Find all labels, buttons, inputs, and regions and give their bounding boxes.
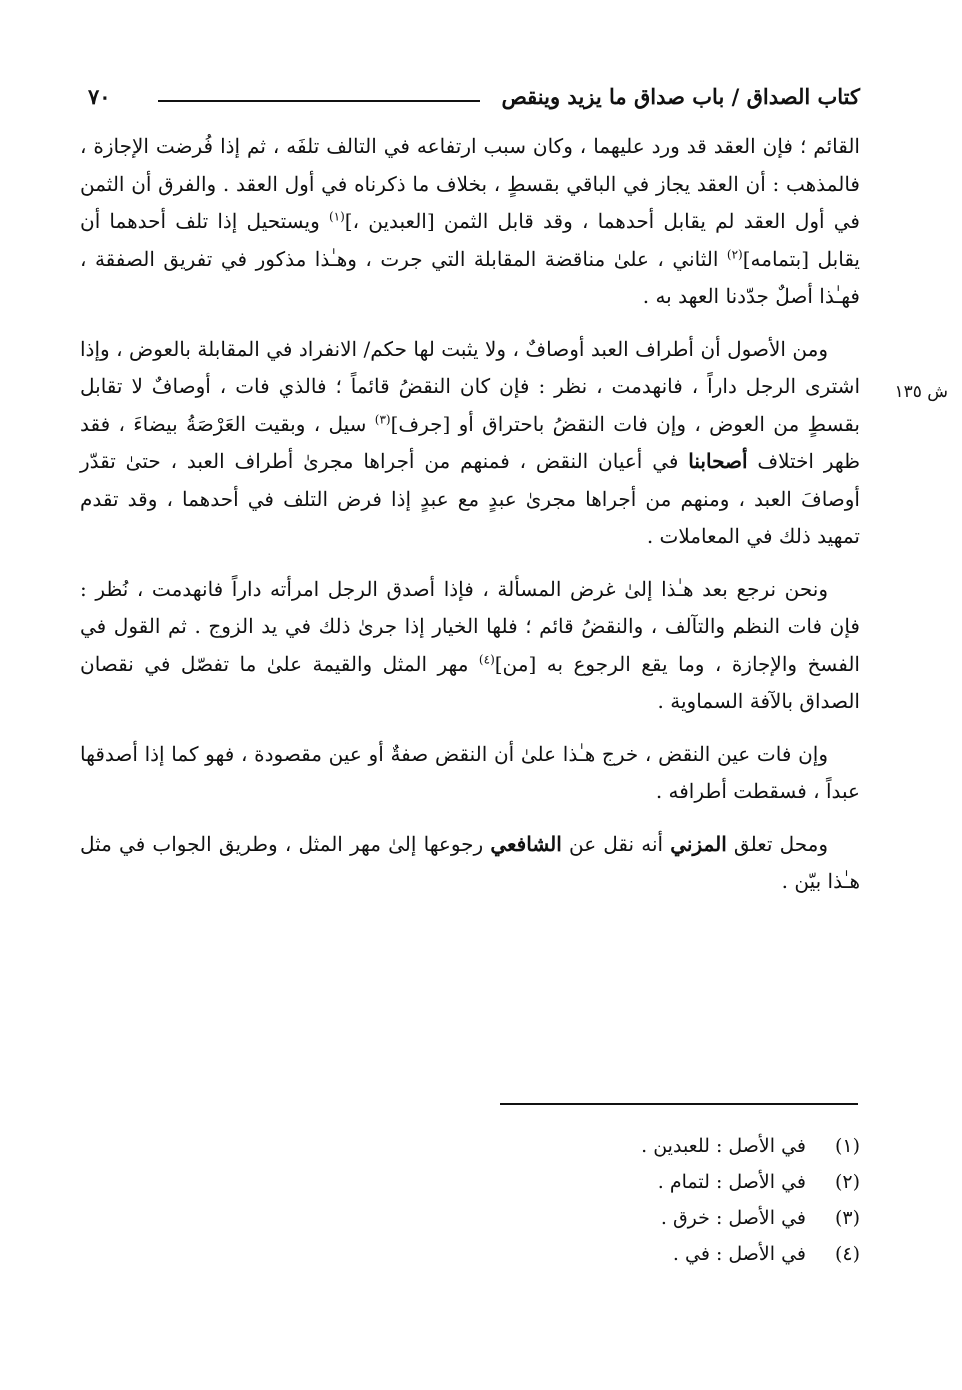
paragraph (80, 128, 860, 316)
footnote-marker: (٣) (374, 411, 391, 426)
text-run: القائم ؛ فإن العقد قد ورد عليهما ، وكان سبب ارتفاعه في التالف تلفَه ، ثم إذا فُرضت الإجازة ، فالمذهب : أن العقد يجاز في الباقي بقسطٍ ، بخلاف ما ذكرناه في أول العقد . والفرق أن الثمن في أول العقد لم يقابل أحدهما ، وقد قابل الثمن [العبدين ،] (80, 134, 860, 233)
text-run: رجوعها إلىٰ مهر المثل ، وطريق الجواب في مثل هـٰذا بيّن . (80, 831, 860, 893)
text-run: سيل ، وبقيت العَرْصَةُ بيضاءَ ، فقد ظهر اختلاف (80, 411, 860, 473)
footnote-text: في الأصل : في . (672, 1243, 806, 1265)
footnote-item (480, 1236, 860, 1272)
footnote-item (480, 1128, 860, 1164)
footnote-number: (٣) (834, 1207, 860, 1229)
footnotes-list (480, 1128, 860, 1272)
footnote-marker: (١) (328, 209, 345, 224)
running-head (80, 78, 860, 118)
paragraph (80, 571, 860, 721)
page-number: ٧٠ (88, 84, 111, 109)
footnote-item (480, 1164, 860, 1200)
bold-name: الشافعي (490, 831, 562, 856)
running-head-rule (158, 100, 480, 102)
footnote-text: في الأصل : خرق . (660, 1207, 806, 1229)
footnote-item (480, 1200, 860, 1236)
running-head-title: كتاب الصداق / باب صداق ما يزيد وينقص (501, 84, 860, 109)
footnote-number: (١) (834, 1135, 860, 1157)
paragraph (80, 736, 860, 811)
text-run: ونحن نرجع بعد هـٰذا إلىٰ غرض المسألة ، فإذا أصدق الرجل امرأته داراً فانهدمت ، نُظر : فإن فات النظم والتآلف ، والنقضُ قائم ؛ فلها الخيار إذا جرىٰ ذلك في يد الزوج . ثم القول في الفسخ والإجازة ، وما يقع الرجوع به [من] (80, 576, 860, 676)
text-run: مهر المثل والقيمة علىٰ ما تفصّل في نقصان الصداق بالآفة السماوية . (80, 651, 860, 713)
text-run: في أعيان النقض ، فمنهم من أجراها مجرىٰ أطراف العبد ، حتىٰ تقدّر أوصافَ العبد ، ومنهم من أجراها مجرىٰ عبدٍ مع عبدٍ إذا فرض التلف في أحدهما ، وقد تقدم تمهيد ذلك في المعاملات . (80, 449, 860, 548)
bold-name: أصحابنا (688, 449, 748, 473)
text-run: وإن فات عين النقض ، خرج هـٰذا علىٰ أن النقض صفةٌ أو عين مقصودة ، فهو كما إذا أصدقها عبداً ، فسقطت أطرافه . (80, 741, 860, 803)
footnote-text: في الأصل : للعبدين . (641, 1135, 806, 1157)
paragraph (80, 331, 860, 556)
paragraph (80, 826, 860, 901)
footnote-text: في الأصل : لتمام . (657, 1171, 806, 1193)
footnote-number: (٤) (834, 1243, 860, 1265)
footnote-number: (٢) (834, 1171, 860, 1193)
text-run: ويستحيل إذا تلف أحدهما أن يقابل [بتمامه] (80, 209, 861, 271)
footnote-marker: (٤) (478, 651, 495, 666)
text-run: أنه نقل عن (561, 831, 671, 856)
footnote-marker: (٢) (726, 246, 743, 261)
main-text (80, 128, 860, 916)
bold-name: المزني (670, 831, 727, 856)
margin-folio-note: ش ١٣٥ (894, 382, 948, 402)
text-run: ومن الأصول أن أطراف العبد أوصافٌ ، ولا يثبت لها حكم/ الانفراد في المقابلة بالعوض ، وإذا اشترى الرجل داراً ، فانهدمت ، نظر : فإن كان النقضُ قائماً ؛ فالذي فات ، أوصافٌ لا تقابل بقسطٍ من العوض ، وإن فات النقضُ باحتراق أو [جرف] (80, 336, 860, 436)
footnote-separator (500, 1103, 858, 1105)
text-run: الثاني ، علىٰ مناقضة المقابلة التي جرت ، وهـٰذا مذكور في تفريق الصفقة ، فهـٰذا أصلٌ جدّدنا العهد به . (80, 246, 860, 308)
text-run: ومحل تعلق (726, 831, 828, 856)
